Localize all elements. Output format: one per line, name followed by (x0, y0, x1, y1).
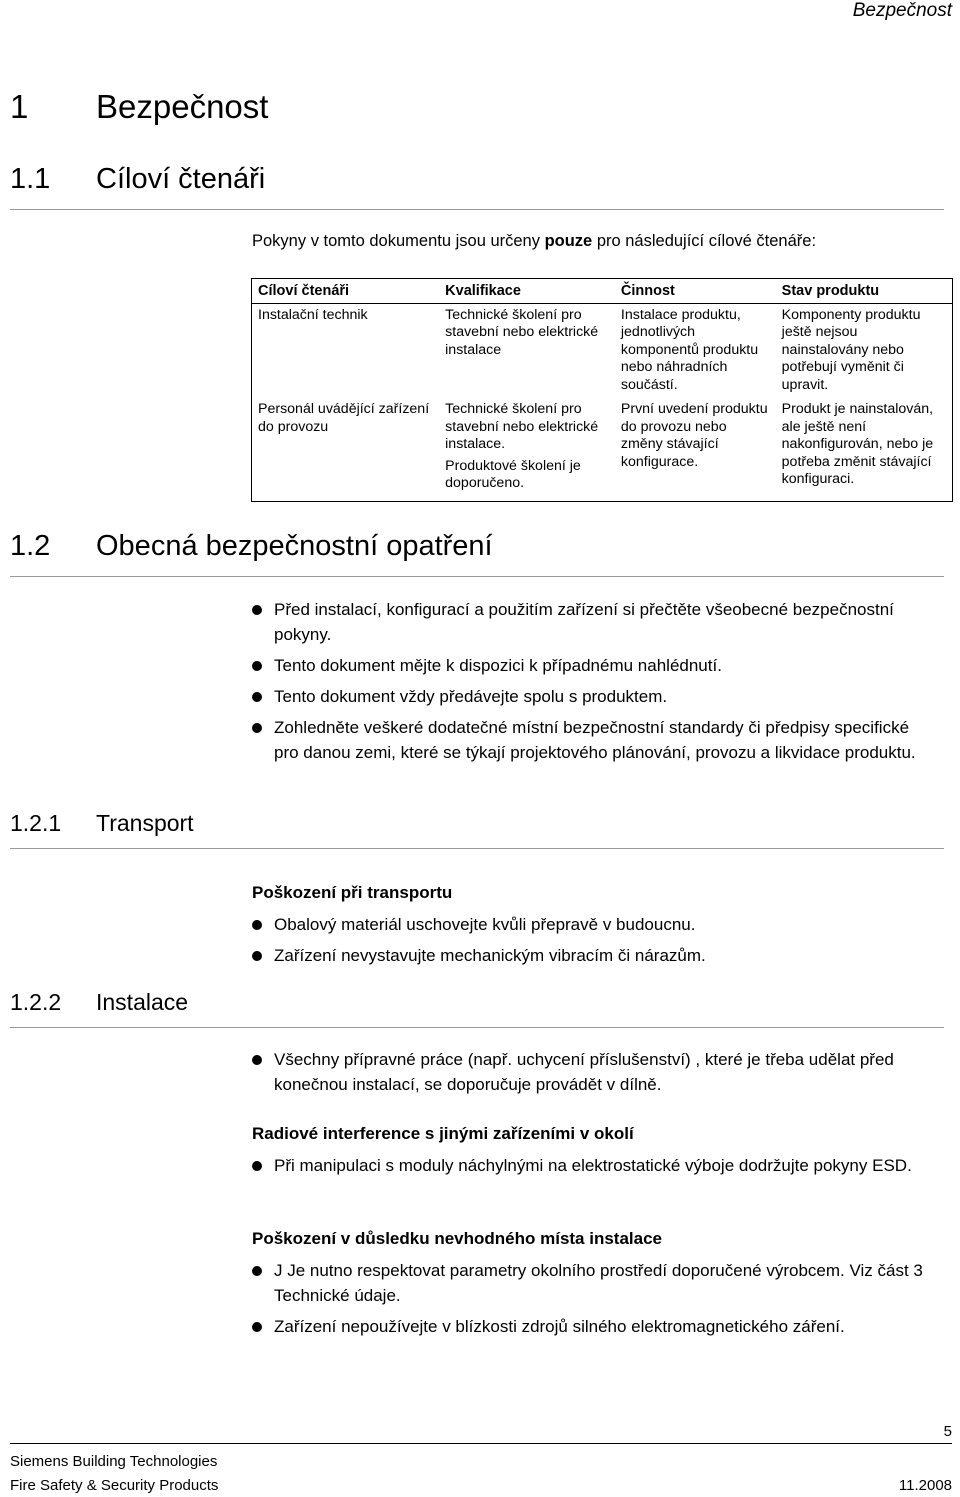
bullet-icon (252, 920, 262, 930)
table-row (252, 398, 953, 501)
location-list (252, 1258, 942, 1345)
list-item: Všechny přípravné práce (např. uchycení příslušenství) , které je třeba udělat před konečnou instalací, se doporučuje provádět v dílně. (252, 1047, 942, 1097)
list-item: Zohledněte veškeré dodatečné místní bezpečnostní standardy či předpisy specifické pro danou zemi, které se týkají projektového plánování, provozu a likvidace produktu. (252, 715, 932, 765)
table-header-cell: Stav produktu (776, 279, 953, 304)
target-readers-table (251, 278, 953, 502)
heading-1-title: Bezpečnost (96, 88, 269, 125)
bullet-icon (252, 1266, 262, 1276)
list-item: Tento dokument mějte k dispozici k případnému nahlédnutí. (252, 653, 932, 678)
section-rule (10, 1027, 944, 1028)
table-cell: Produkt je nainstalován, ale ještě není nakonfigurován, nebo je potřeba změnit stávající konfiguraci. (781, 401, 934, 487)
intro-text: Pokyny v tomto dokumentu jsou určeny pouze pro následující cílové čtenáře: (252, 232, 817, 250)
table-header-cell: Cíloví čtenáři (252, 279, 440, 304)
table-cell: Personál uvádějící zařízení do provozu (258, 401, 430, 435)
subheading-location-damage: Poškození v důsledku nevhodného místa instalace (252, 1229, 663, 1248)
heading-1-2-1-number: 1.2.1 (10, 810, 62, 836)
table-cell: První uvedení produktu do provozu nebo změny stávající konfigurace. (620, 401, 768, 470)
table-cell: Technické školení pro stavební nebo elektrické instalace (445, 306, 599, 358)
footer-division: Fire Safety & Security Products (10, 1477, 219, 1494)
heading-1-2-1-title: Transport (96, 810, 194, 836)
list-item: Před instalací, konfigurací a použitím zařízení si přečtěte všeobecné bezpečnostní pokyny. (252, 597, 932, 647)
list-item: Tento dokument vždy předávejte spolu s produktem. (252, 684, 932, 709)
bullet-icon (252, 1055, 262, 1065)
list-item: Obalový materiál uschovejte kvůli přepravě v budoucnu. (252, 912, 932, 937)
section-rule (10, 209, 944, 210)
bullet-icon (252, 661, 262, 671)
heading-1-1 (10, 163, 265, 196)
list-item: Zařízení nepoužívejte v blízkosti zdrojů silného elektromagnetického záření. (252, 1314, 942, 1339)
section-rule (10, 848, 944, 849)
subheading-radio-interference: Radiové interference s jinými zařízeními v okolí (252, 1124, 634, 1143)
esd-list (252, 1153, 942, 1184)
heading-1-2-number: 1.2 (10, 530, 51, 562)
bullet-icon (252, 1322, 262, 1332)
bullet-icon (252, 951, 262, 961)
footer-date: 11.2008 (898, 1477, 952, 1494)
heading-1-2-1 (10, 810, 194, 837)
table-cell: Instalační technik (258, 306, 368, 323)
table-header-row (252, 279, 953, 304)
list-item: Při manipulaci s moduly náchylnými na elektrostatické výboje dodržujte pokyny ESD. (252, 1153, 942, 1178)
general-measures-list (252, 597, 932, 771)
footer-company: Siemens Building Technologies (10, 1453, 218, 1470)
transport-list (252, 912, 932, 974)
footer-rule (10, 1443, 952, 1444)
bullet-icon (252, 1161, 262, 1171)
heading-1-1-title: Cíloví čtenáři (96, 163, 266, 195)
bullet-icon (252, 723, 262, 733)
subheading-transport-damage: Poškození při transportu (252, 883, 453, 902)
heading-1-1-number: 1.1 (10, 163, 51, 195)
heading-1-2-2-number: 1.2.2 (10, 989, 62, 1015)
bullet-icon (252, 605, 262, 615)
table-row (252, 303, 953, 398)
table-header-cell: Kvalifikace (439, 279, 615, 304)
installation-list (252, 1047, 942, 1103)
list-item: J Je nutno respektovat parametry okolního prostředí doporučené výrobcem. Viz část 3 Technické údaje. (252, 1258, 942, 1308)
heading-1-2 (10, 530, 493, 563)
heading-1-2-2-title: Instalace (96, 989, 189, 1015)
heading-1-number: 1 (10, 88, 29, 125)
page-number: 5 (943, 1423, 952, 1440)
heading-1-2-title: Obecná bezpečnostní opatření (96, 530, 493, 562)
heading-1-2-2 (10, 989, 188, 1016)
table-cell: Instalace produktu, jednotlivých komponentů produktu nebo náhradních součástí. (620, 306, 759, 393)
table-header-cell: Činnost (615, 279, 776, 304)
list-item: Zařízení nevystavujte mechanickým vibracím či nárazům. (252, 943, 932, 968)
table-cell: Komponenty produktu ještě nejsou nainstalovány nebo potřebují vyměnit či upravit. (781, 306, 921, 393)
bullet-icon (252, 692, 262, 702)
running-header: Bezpečnost (852, 0, 952, 21)
heading-1 (10, 88, 268, 126)
section-rule (10, 576, 944, 577)
table-cell: Technické školení pro stavební nebo elektrické instalace. Produktové školení je doporučeno. (445, 401, 599, 491)
